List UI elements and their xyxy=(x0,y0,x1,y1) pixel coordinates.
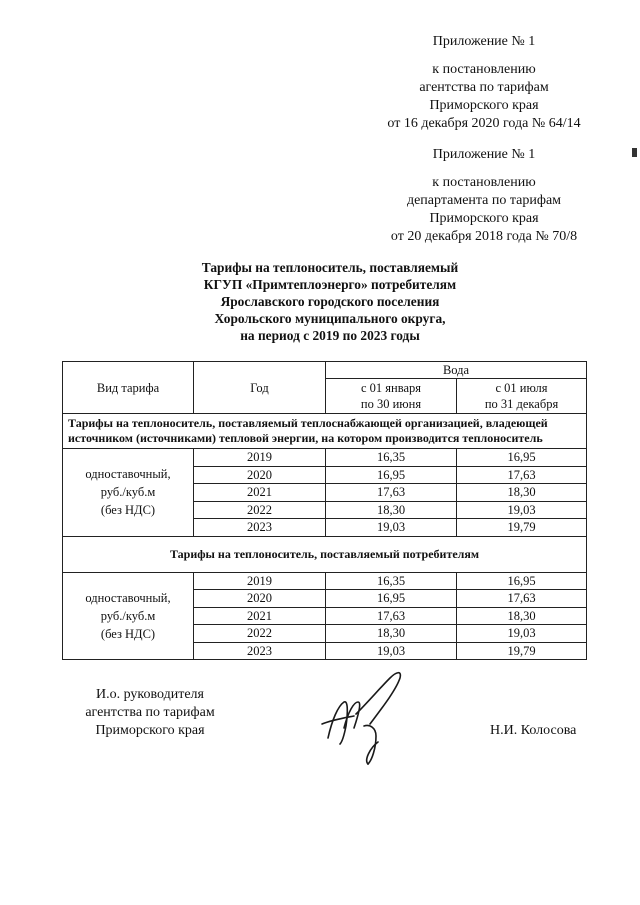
appendix-previous xyxy=(370,146,598,246)
appendix-line: агентства по тарифам xyxy=(419,80,549,95)
section-title: Тарифы на теплоноситель, поставляемый теплоснабжающей организацией, владеющей источником (источниками) тепловой энергии, на котором производится теплоноситель xyxy=(63,414,587,449)
tariff-value-h1: 17,63 xyxy=(326,484,457,502)
appendix-heading: Приложение № 1 xyxy=(432,34,536,49)
tariff-value-h1: 16,35 xyxy=(326,572,457,590)
title-line: Хорольского муниципального округа, xyxy=(214,311,446,326)
tariff-value-h1: 19,03 xyxy=(326,642,457,660)
year-cell: 2019 xyxy=(194,449,326,467)
tariff-value-h2: 19,79 xyxy=(457,642,587,660)
scan-corner-mark xyxy=(632,148,637,157)
tariff-value-h2: 18,30 xyxy=(457,607,587,625)
appendix-line: от 16 декабря 2020 года № 64/14 xyxy=(387,116,581,131)
header-tariff-type: Вид тарифа xyxy=(63,362,194,414)
tariff-value-h2: 18,30 xyxy=(457,484,587,502)
tariff-value-h2: 17,63 xyxy=(457,466,587,484)
year-cell: 2020 xyxy=(194,466,326,484)
header-water: Вода xyxy=(326,362,587,379)
tariff-table xyxy=(62,361,587,660)
tariff-type-cell: одноставочный, руб./куб.м (без НДС) xyxy=(63,449,194,537)
year-cell: 2021 xyxy=(194,607,326,625)
tariff-value-h1: 18,30 xyxy=(326,501,457,519)
tariff-value-h1: 17,63 xyxy=(326,607,457,625)
signatory-position: И.о. руководителя агентства по тарифам Приморского края xyxy=(85,687,215,738)
appendix-line: к постановлению xyxy=(432,175,536,190)
tariff-value-h2: 19,03 xyxy=(457,625,587,643)
title-line: Тарифы на теплоноситель, поставляемый xyxy=(201,260,459,275)
signatory-name: Н.И. Колосова xyxy=(490,723,577,738)
year-cell: 2023 xyxy=(194,642,326,660)
title-line: Ярославского городского поселения xyxy=(220,294,440,309)
tariff-value-h2: 17,63 xyxy=(457,590,587,608)
appendix-line: департамента по тарифам xyxy=(406,193,562,208)
appendix-heading: Приложение № 1 xyxy=(432,147,536,162)
tariff-value-h1: 16,95 xyxy=(326,590,457,608)
tariff-value-h2: 19,79 xyxy=(457,519,587,537)
appendix-line: Приморского края xyxy=(429,211,539,226)
appendix-line: от 20 декабря 2018 года № 70/8 xyxy=(390,229,578,244)
appendix-current xyxy=(370,33,598,133)
header-second-half: с 01 июля по 31 декабря xyxy=(457,379,587,414)
tariff-value-h2: 16,95 xyxy=(457,449,587,467)
year-cell: 2021 xyxy=(194,484,326,502)
tariff-value-h1: 16,35 xyxy=(326,449,457,467)
year-cell: 2022 xyxy=(194,625,326,643)
year-cell: 2022 xyxy=(194,501,326,519)
tariff-value-h2: 19,03 xyxy=(457,501,587,519)
appendix-line: к постановлению xyxy=(432,62,536,77)
appendix-line: Приморского края xyxy=(429,98,539,113)
tariff-type-cell: одноставочный, руб./куб.м (без НДС) xyxy=(63,572,194,660)
section-title: Тарифы на теплоноситель, поставляемый потребителям xyxy=(63,536,587,572)
tariff-value-h2: 16,95 xyxy=(457,572,587,590)
header-first-half: с 01 января по 30 июня xyxy=(326,379,457,414)
document-title xyxy=(160,259,500,344)
tariff-value-h1: 18,30 xyxy=(326,625,457,643)
handwritten-signature xyxy=(318,668,410,768)
tariff-value-h1: 16,95 xyxy=(326,466,457,484)
header-year: Год xyxy=(194,362,326,414)
year-cell: 2019 xyxy=(194,572,326,590)
year-cell: 2020 xyxy=(194,590,326,608)
year-cell: 2023 xyxy=(194,519,326,537)
title-line: КГУП «Примтеплоэнерго» потребителям xyxy=(203,277,457,292)
title-line: на период с 2019 по 2023 годы xyxy=(240,328,420,343)
tariff-value-h1: 19,03 xyxy=(326,519,457,537)
